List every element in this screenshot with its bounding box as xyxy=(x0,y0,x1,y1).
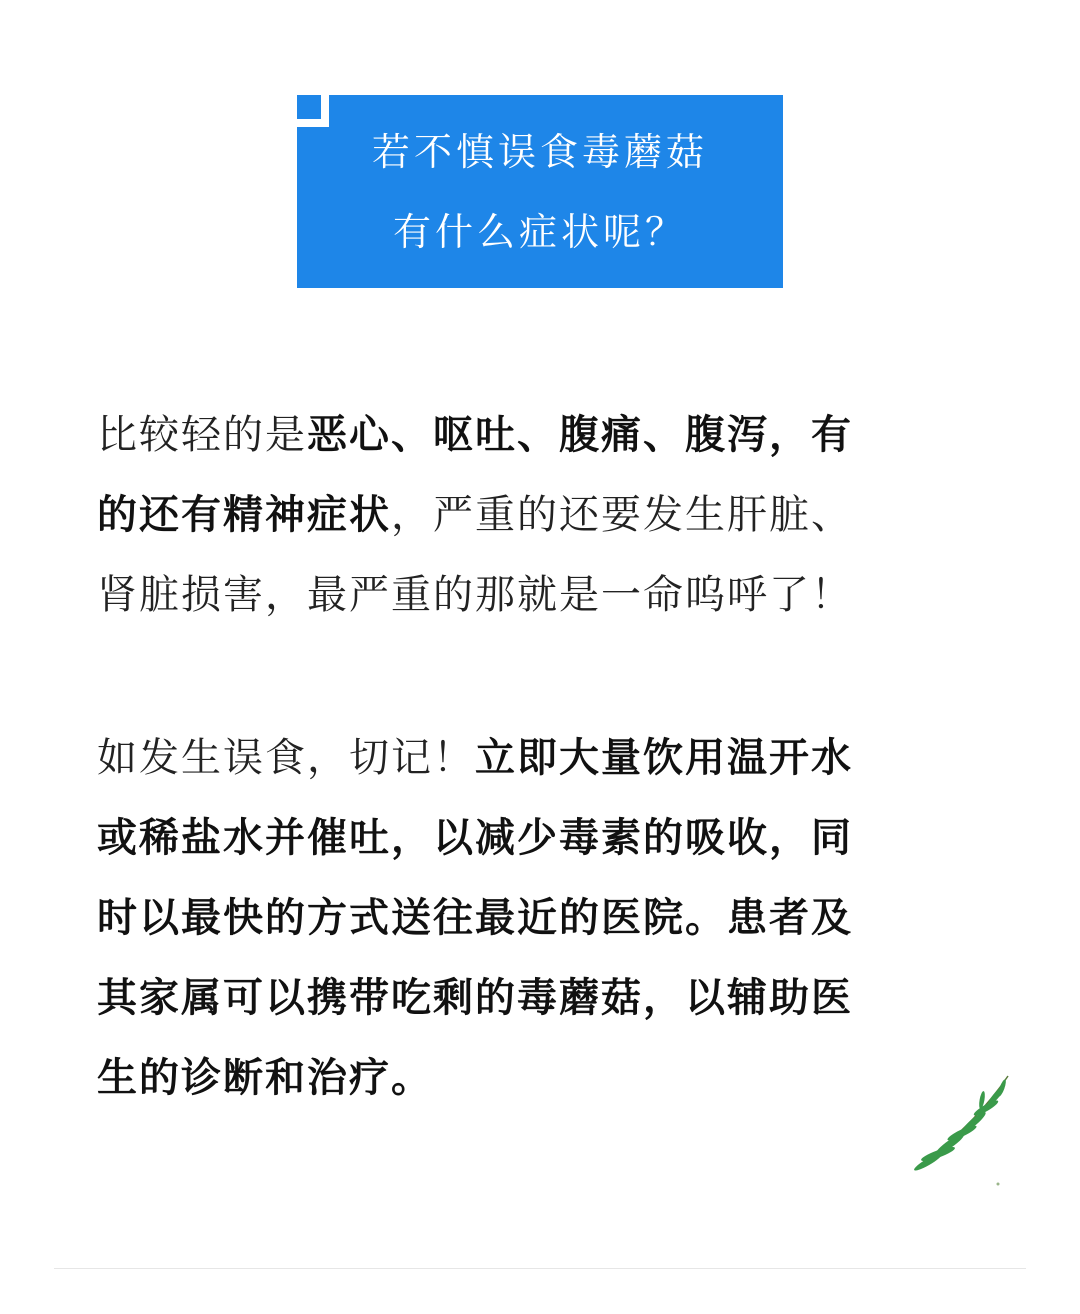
text-bold: 生的诊断和治疗。 xyxy=(97,1055,433,1101)
paragraph-line xyxy=(97,958,997,1038)
paragraph-first-aid xyxy=(97,718,997,1118)
text-normal: 比较轻的是 xyxy=(97,412,307,458)
paragraph-symptoms xyxy=(97,395,997,635)
text-bold: 的还有精神症状 xyxy=(97,492,391,538)
text-normal: 如发生误食，切记！ xyxy=(97,735,475,781)
text-bold: 立即大量饮用温开水 xyxy=(475,735,853,781)
paragraph-line xyxy=(97,395,997,475)
text-bold: 时以最快的方式送往最近的医院。患者及 xyxy=(97,895,853,941)
text-bold: 或稀盐水并催吐，以减少毒素的吸收，同 xyxy=(97,815,853,861)
paragraph-line xyxy=(97,878,997,958)
paragraph-line xyxy=(97,475,997,555)
text-bold: 其家属可以携带吃剩的毒蘑菇，以辅助医 xyxy=(97,975,853,1021)
paragraph-line: 肾脏损害，最严重的那就是一命呜呼了！ xyxy=(97,572,853,618)
title-line-2: 有什么症状呢？ xyxy=(392,209,687,254)
bottom-divider xyxy=(54,1268,1026,1269)
text-bold: 恶心、呕吐、腹痛、腹泻，有 xyxy=(307,412,853,458)
willow-leaf-icon xyxy=(912,1070,1016,1190)
title-line-1: 若不慎误食毒蘑菇 xyxy=(371,129,708,174)
paragraph-line xyxy=(97,798,997,878)
text-normal: ，严重的还要发生肝脏、 xyxy=(391,492,853,538)
paragraph-line xyxy=(97,1038,997,1118)
paragraph-line xyxy=(97,718,997,798)
title-box xyxy=(297,95,783,288)
title-corner-mark xyxy=(297,95,329,127)
